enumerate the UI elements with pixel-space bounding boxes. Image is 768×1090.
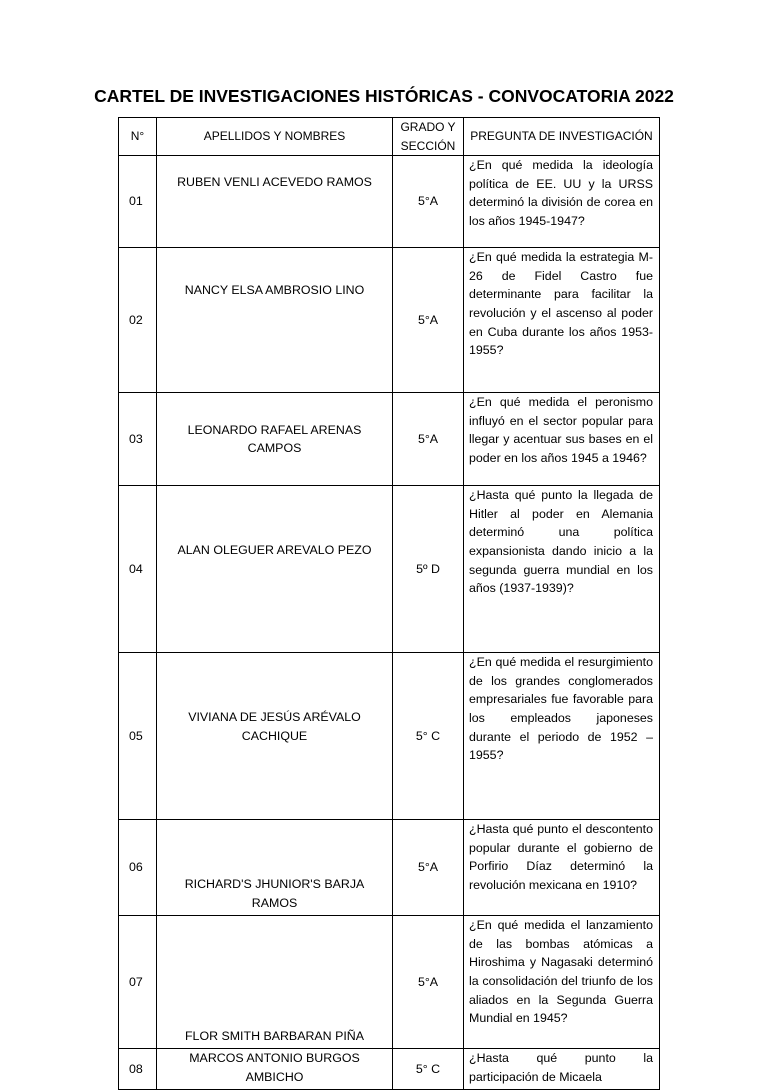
row-name: RICHARD'S JHUNIOR'S BARJA RAMOS <box>157 820 393 916</box>
row-number: 05 <box>119 653 157 820</box>
row-name: NANCY ELSA AMBROSIO LINO <box>157 248 393 393</box>
row-name: LEONARDO RAFAEL ARENAS CAMPOS <box>157 393 393 486</box>
row-question: ¿En qué medida el peronismo influyó en el sector popular para llegar y acentuar sus bases en el poder en los años 1945 a 1946? <box>464 393 660 486</box>
header-name: APELLIDOS Y NOMBRES <box>157 118 393 156</box>
row-grade: 5°A <box>393 820 464 916</box>
row-name: VIVIANA DE JESÚS ARÉVALO CACHIQUE <box>157 653 393 820</box>
table-row <box>119 653 660 820</box>
row-grade: 5° C <box>393 653 464 820</box>
row-name: RUBEN VENLI ACEVEDO RAMOS <box>157 156 393 248</box>
table-header-row <box>119 118 660 156</box>
row-grade: 5°A <box>393 916 464 1049</box>
row-number: 03 <box>119 393 157 486</box>
row-question: ¿Hasta qué punto la participación de Micaela <box>464 1049 660 1090</box>
research-table <box>118 117 660 1090</box>
table-row <box>119 393 660 486</box>
row-question: ¿En qué medida el lanzamiento de las bombas atómicas a Hiroshima y Nagasaki determinó la consolidación del triunfo de los aliados en la Segunda Guerra Mundial en 1945? <box>464 916 660 1049</box>
header-grade: GRADO Y SECCIÓN <box>393 118 464 156</box>
table-row <box>119 156 660 248</box>
row-number: 01 <box>119 156 157 248</box>
row-number: 07 <box>119 916 157 1049</box>
row-question: ¿En qué medida el resurgimiento de los grandes conglomerados empresariales fue favorable para los empleados japoneses durante el periodo de 1952 – 1955? <box>464 653 660 820</box>
row-grade: 5º D <box>393 486 464 653</box>
row-number: 08 <box>119 1049 157 1090</box>
row-number: 02 <box>119 248 157 393</box>
table-row <box>119 1049 660 1090</box>
header-question: PREGUNTA DE INVESTIGACIÓN <box>464 118 660 156</box>
row-question: ¿Hasta qué punto la llegada de Hitler al poder en Alemania determinó una política expansionista dando inicio a la segunda guerra mundial en los años (1937-1939)? <box>464 486 660 653</box>
table-row <box>119 820 660 916</box>
row-grade: 5°A <box>393 156 464 248</box>
table-row <box>119 486 660 653</box>
table-row <box>119 248 660 393</box>
document-title: CARTEL DE INVESTIGACIONES HISTÓRICAS - CONVOCATORIA 2022 <box>94 86 674 106</box>
table-row <box>119 916 660 1049</box>
row-grade: 5° C <box>393 1049 464 1090</box>
row-question: ¿En qué medida la ideología política de EE. UU y la URSS determinó la división de corea en los años 1945-1947? <box>464 156 660 248</box>
row-question: ¿En qué medida la estrategia M-26 de Fidel Castro fue determinante para facilitar la revolución y el ascenso al poder en Cuba durante los años 1953-1955? <box>464 248 660 393</box>
row-grade: 5°A <box>393 393 464 486</box>
header-number: N° <box>119 118 157 156</box>
row-name: FLOR SMITH BARBARAN PIÑA <box>157 916 393 1049</box>
row-number: 06 <box>119 820 157 916</box>
row-name: ALAN OLEGUER AREVALO PEZO <box>157 486 393 653</box>
row-grade: 5°A <box>393 248 464 393</box>
row-number: 04 <box>119 486 157 653</box>
row-name: MARCOS ANTONIO BURGOS AMBICHO <box>157 1049 393 1090</box>
row-question: ¿Hasta qué punto el descontento popular durante el gobierno de Porfirio Díaz determinó la revolución mexicana en 1910? <box>464 820 660 916</box>
